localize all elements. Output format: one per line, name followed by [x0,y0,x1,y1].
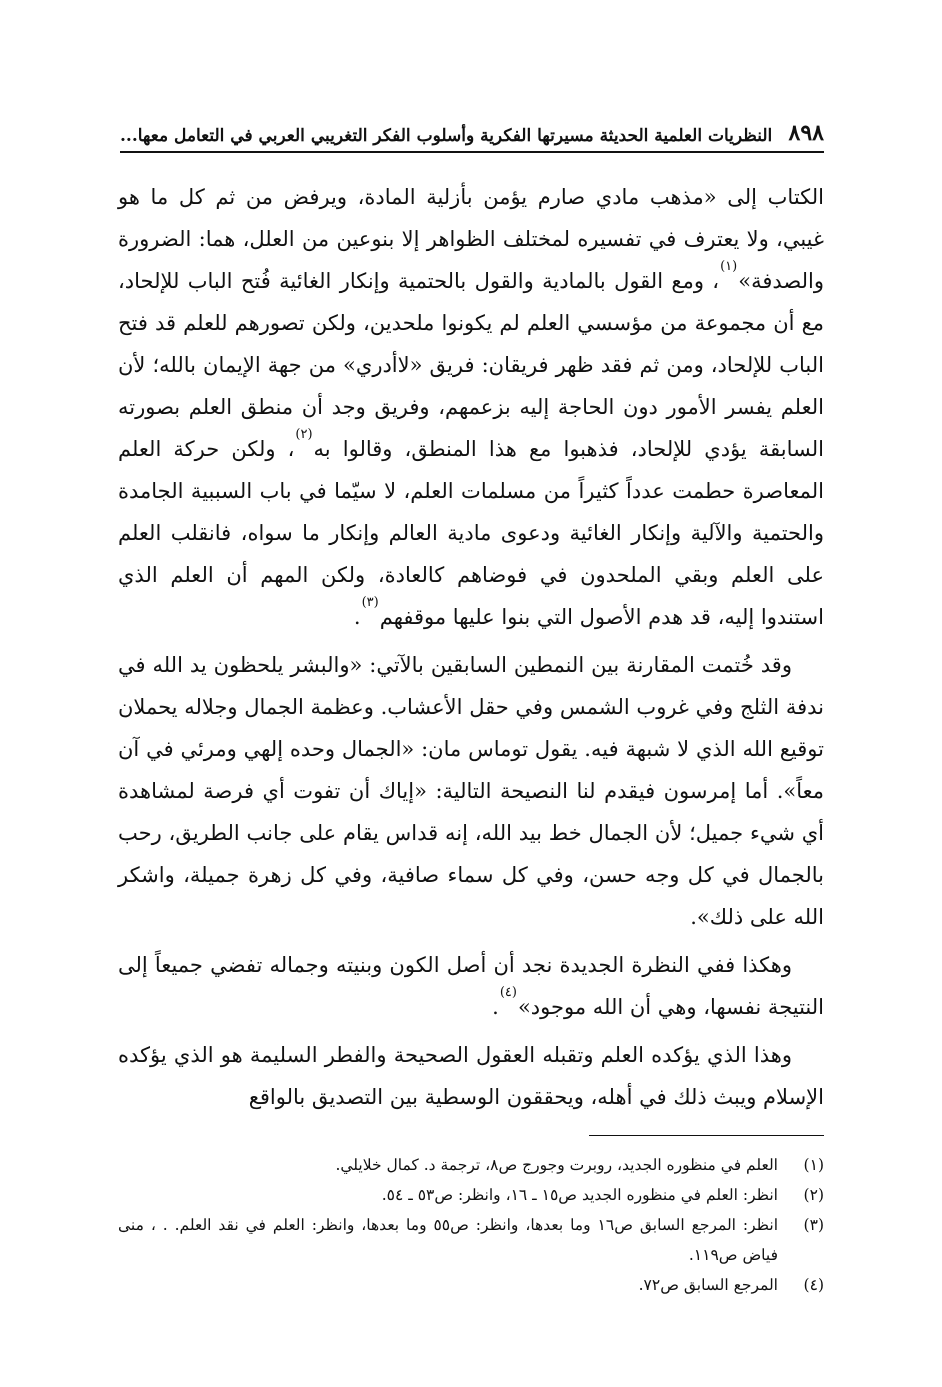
header-divider [120,151,824,153]
footnote-2 [118,1180,824,1210]
running-title: النظريات العلمية الحديثة مسيرتها الفكرية وأسلوب الفكر التغريبي العربي في التعامل معها... [120,126,773,146]
footnote-text: العلم في منظوره الجديد، روبرت وجورج ص٨، ترجمة د. كمال خلايلي. [335,1156,778,1174]
paragraph-1 [118,176,824,638]
footnote-ref-2: (٢) [295,427,313,442]
paragraph-text: وهكذا ففي النظرة الجديدة نجد أن أصل الكون وبنيته وجماله تفضي جميعاً إلى النتيجة نفسها، وهي أن الله موجود» [118,953,824,1019]
footnote-number: (١) [803,1156,824,1174]
footnote-text: انظر: العلم في منظوره الجديد ص١٥ ـ ١٦، وانظر: ص٥٣ ـ ٥٤. [381,1186,778,1204]
footnote-ref-4: (٤) [499,985,517,1000]
footnote-3 [118,1210,824,1270]
main-text [118,176,824,1118]
footnote-1 [118,1150,824,1180]
paragraph-text: . [492,995,499,1019]
paragraph-text: ، ولكن حركة العلم المعاصرة حطمت عدداً كثيراً من مسلمات العلم، لا سيّما في باب السببية الجامدة والحتمية والآلية وإنكار الغائية ودعوى مادية العالم وإنكار ما سواه، فانقلب العلم على العلم وبقي الملحدون في فوضاهم كالعادة، ولكن المهم أن العلم الذي استندوا إليه، قد هدم الأصول التي بنوا عليها موقفهم [118,437,824,629]
footnote-4 [118,1270,824,1300]
paragraph-text: . [353,605,361,629]
paragraph-4: وهذا الذي يؤكده العلم وتقبله العقول الصحيحة والفطر السليمة هو الذي يؤكده الإسلام ويبث ذلك في أهله، ويحققون الوسطية بين التصديق بالواقع [118,1043,824,1109]
footnote-number: (٤) [803,1276,824,1294]
paragraph-text: الكتاب إلى «مذهب مادي صارم يؤمن بأزلية المادة، ويرفض من ثم كل ما هو غيبي، ولا يعترف في تفسيره لمختلف الظواهر إلا بنوعين من العلل، هما: الضرورة والصدفة» [118,185,824,293]
footnotes [118,1150,824,1300]
paragraph-3 [118,944,824,1028]
footnote-text: المرجع السابق ص٧٢. [638,1276,778,1294]
footnote-number: (٣) [803,1216,824,1234]
footnote-number: (٢) [803,1186,824,1204]
page-number: ٨٩٨ [788,120,824,146]
footnote-text: انظر: المرجع السابق ص١٦ وما بعدها، وانظر: ص٥٥ وما بعدها، وانظر: العلم في نقد العلم. . ، منى فياض ص١١٩. [118,1216,779,1264]
footnote-divider [589,1135,824,1136]
paragraph-text: ، ومع القول بالمادية والقول بالحتمية وإنكار الغائية فُتح الباب للإلحاد، مع أن مجموعة من مؤسسي العلم لم يكونوا ملحدين، ولكن تصورهم للعلم قد فتح الباب للإلحاد، ومن ثم فقد ظهر فريقان: فريق «لاأدري» من جهة الإيمان بالله؛ لأن العلم يفسر الأمور دون الحاجة إليه بزعمهم، وفريق وجد أن منطق العلم بصورته السابقة يؤدي للإلحاد، فذهبوا مع هذا المنطق، وقالوا به [118,269,824,461]
footnote-ref-3: (٣) [361,595,379,610]
footnote-ref-1: (١) [720,259,738,274]
running-header [120,112,824,146]
paragraph-2: وقد خُتمت المقارنة بين النمطين السابقين بالآتي: «والبشر يلحظون يد الله في ندفة الثلج وفي غروب الشمس وفي حقل الأعشاب. وعظمة الجمال وجلاله يحملان توقيع الله الذي لا شبهة فيه. يقول توماس مان: «الجمال وحده إلهي ومرئي في آن معاً». أما إمرسون فيقدم لنا النصيحة التالية: «إياك أن تفوت أي فرصة لمشاهدة أي شيء جميل؛ لأن الجمال خط بيد الله، إنه قداس يقام على جانب الطريق، رحب بالجمال في كل وجه حسن، وفي كل سماء صافية، وفي كل زهرة جميلة، واشكر الله على ذلك». [118,653,824,929]
